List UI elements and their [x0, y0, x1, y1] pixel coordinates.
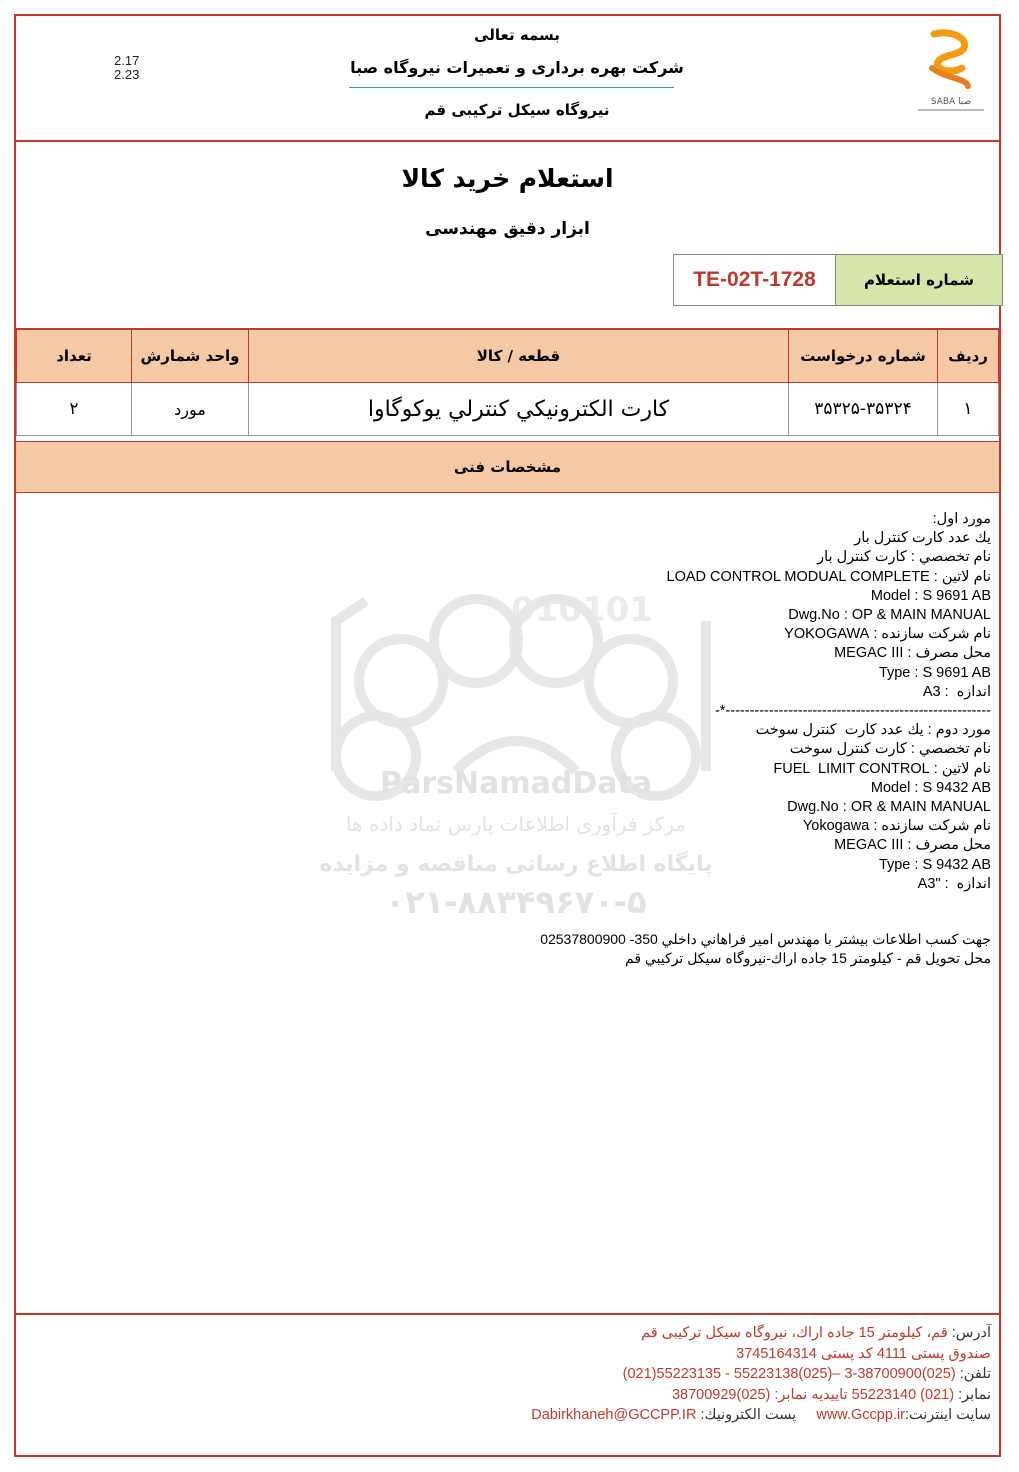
email-link[interactable]: Dabirkhaneh@GCCPP.IR: [531, 1407, 697, 1423]
spec-line: Model : S 9691 AB: [870, 587, 991, 604]
invocation: بسمه تعالی: [474, 26, 560, 44]
svg-text:مرکز فرآوری اطلاعات پارس نماد: مرکز فرآوری اطلاعات پارس نماد داده ها: [345, 812, 687, 836]
spec-line: مورد دوم : يك عدد كارت كنترل سوخت: [755, 722, 991, 739]
contact-info: [91, 930, 991, 968]
spec-list: [291, 510, 991, 894]
col-qty: تعداد: [17, 329, 132, 383]
spec-line: نام شركت سازنده : Yokogawa: [802, 818, 991, 835]
items-table: [16, 328, 999, 436]
col-item: قطعه / کالا: [249, 329, 789, 383]
delivery-line: محل تحويل قم - كيلومتر 15 جاده اراك-نيروگاه سيكل تركيبي قم: [625, 950, 991, 966]
svg-text:۰۲۱-۸۸۳۴۹۶۷۰-۵: ۰۲۱-۸۸۳۴۹۶۷۰-۵: [385, 883, 647, 921]
spec-line: نام شركت سازنده : YOKOGAWA: [784, 626, 991, 643]
spec-line: محل مصرف : MEGAC III: [834, 837, 991, 854]
svg-text:پایگاه اطلاع رسانی مناقصه و مز: پایگاه اطلاع رسانی مناقصه و مزایده: [319, 852, 713, 877]
spec-line: يك عدد كارت كنترل بار: [854, 530, 991, 547]
spec-line: اندازه : A3: [922, 683, 991, 700]
spec-line: -------------------------------------------------------*-: [714, 703, 991, 720]
table-header-row: [17, 329, 999, 383]
fax-line: نمابر: (021) 55223140 تاییدیه نمابر: (025)38700929: [671, 1386, 991, 1403]
company-name: شرکت بهره برداری و تعمیرات نیروگاه صبا: [350, 58, 684, 77]
spec-line: Dwg.No : OP & MAIN MANUAL: [788, 607, 991, 624]
inquiry-label: شماره استعلام: [835, 255, 1002, 305]
col-request: شماره درخواست: [789, 329, 938, 383]
saba-logo-icon: [912, 28, 990, 116]
cell-qty: ۲: [17, 383, 132, 436]
spec-line: Model : S 9432 AB: [870, 779, 991, 796]
svg-text:ParsNamadData: ParsNamadData: [379, 766, 653, 801]
version-number: 2.17 2.23: [114, 53, 140, 82]
spec-line: محل مصرف : MEGAC III: [834, 645, 991, 662]
spec-line: Type : S 9432 AB: [878, 856, 991, 873]
document-title: استعلام خرید کالا: [401, 164, 614, 193]
svg-text:SABA صبا: SABA صبا: [930, 97, 972, 107]
spec-line: Type : S 9691 AB: [878, 664, 991, 681]
spec-section-header: مشخصات فنی: [16, 441, 999, 493]
letterhead: [16, 16, 999, 142]
divider: [349, 87, 674, 88]
inquiry-number: TE-02T-1728: [693, 268, 816, 291]
footer: [16, 1313, 999, 1459]
cell-item: کارت الکترونیکي کنترلي یوکوگاوا: [249, 383, 789, 436]
spec-line: نام لاتين : LOAD CONTROL MODUAL COMPLETE: [666, 568, 991, 585]
cell-unit: مورد: [132, 383, 249, 436]
address-line: آدرس: قم، کیلومتر 15 جاده اراك، نیروگاه سیکل ترکیبی قم: [641, 1325, 991, 1341]
col-unit: واحد شمارش: [132, 329, 249, 383]
table-row: [17, 383, 999, 436]
col-row: ردیف: [938, 329, 999, 383]
spec-line: نام تخصصي : كارت كنترل سوخت: [789, 741, 991, 758]
spec-line: Dwg.No : OR & MAIN MANUAL: [787, 799, 991, 816]
web-line: سایت اینترنت:www.Gccpp.ir پست الکترونیك: Dabirkhaneh@GCCPP.IR: [531, 1407, 991, 1423]
footer-text: [31, 1323, 991, 1426]
cell-row: ۱: [938, 383, 999, 436]
spec-line: مورد اول:: [932, 511, 991, 527]
spec-line: نام لاتين : FUEL LIMIT CONTROL: [773, 760, 991, 777]
spec-line: نام تخصصي : كارت كنترل بار: [817, 549, 991, 566]
cell-request: ۳۵۳۲۵-۳۵۳۲۴: [789, 383, 938, 436]
inquiry-number-box: [673, 254, 1003, 306]
website-link[interactable]: www.Gccpp.ir: [816, 1407, 905, 1423]
spec-line: اندازه : "A3: [917, 875, 991, 892]
plant-name: نیروگاه سیکل ترکیبی قم: [424, 101, 610, 119]
phone-line: تلفن: (025)38700900-3 –(025)55223138 - 55223135(021): [622, 1366, 991, 1382]
contact-line: جهت كسب اطلاعات بيشتر با مهندس امير فراهاني داخلي 350- 02537800900: [540, 931, 991, 947]
svg-text:010101: 010101: [511, 590, 653, 630]
document-frame: [14, 14, 1001, 1457]
pobox-line: صندوق پستی 4111 کد پستی 3745164314: [736, 1345, 991, 1362]
document-subtitle: ابزار دقیق مهندسی: [425, 219, 590, 239]
